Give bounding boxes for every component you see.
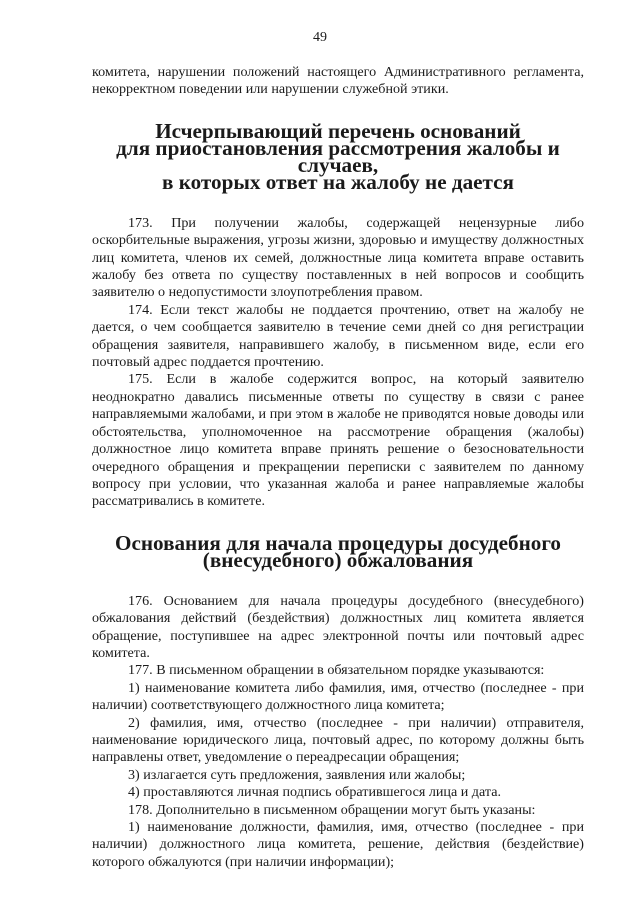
paragraph-174: 174. Если текст жалобы не поддается прочтению, ответ на жалобу не дается, о чем сообщается заявителю в течение семи дней со дня регистрации обращения заявителя, направившего жалобу, в письменном виде, если его почтовый адрес поддается прочтению. — [92, 301, 584, 371]
section-heading-appeal-grounds — [92, 530, 584, 572]
section-heading-suspension-grounds — [92, 118, 584, 194]
list-item-177-1: 1) наименование комитета либо фамилия, имя, отчество (последнее - при наличии) соответствующего должностного лица комитета; — [92, 679, 584, 714]
page-number: 49 — [313, 30, 327, 45]
section-body-suspension-grounds — [92, 215, 584, 511]
paragraph-173: 173. При получении жалобы, содержащей нецензурные либо оскорбительные выражения, угрозы жизни, здоровью и имуществу должностных лиц комитета, членов их семей, должностные лица комитета вправе оставить жалобу без ответа по существу поставленных в ней вопросов и сообщить заявителю о недопустимости злоупотребления правом. — [92, 214, 584, 301]
paragraph-177: 177. В письменном обращении в обязательном порядке указываются: — [128, 662, 545, 679]
paragraph-178: 178. Дополнительно в письменном обращении могут быть указаны: — [128, 801, 536, 818]
heading-line: для приостановления рассмотрения жалобы и случаев, — [116, 135, 560, 177]
list-item-178-1: 1) наименование должности, фамилия, имя, отчество (последнее - при наличии) должностного лица комитета, решение, действия (бездействие) которого обжалуются (при наличии информации); — [92, 819, 584, 870]
paragraph-176: 176. Основанием для начала процедуры досудебного (внесудебного) обжалования действий (бездействия) должностных лиц комитета является обращение, поступившее на адрес электронной почты или почтовый адрес комитета. — [92, 592, 584, 661]
intro-paragraph: комитета, нарушении положений настоящего Административного регламента, некорректном поведении или нарушении служебной этики. — [92, 64, 584, 98]
list-item-177-3: 3) излагается суть предложения, заявления или жалобы; — [128, 766, 466, 783]
section-body-appeal-grounds — [92, 593, 584, 872]
paragraph-175: 175. Если в жалобе содержится вопрос, на который заявителю неоднократно давались письменные ответы по существу в связи с ранее направляемыми жалобами, и при этом в жалобе не приводятся новые доводы или обстоятельства, уполномоченное на рассмотрение обращения (жалобы) должностное лицо комитета вправе принять решение о безосновательности очередного обращения и прекращении переписки с заявителем по данному вопросу при условии, что указанная жалоба и ранее направляемые жалобы рассматривались в комитете. — [92, 371, 584, 510]
document-body — [92, 64, 584, 871]
heading-line: Основания для начала процедуры досудебного — [115, 530, 561, 555]
list-item-177-4: 4) проставляются личная подпись обратившегося лица и дата. — [128, 784, 501, 801]
list-item-177-2: 2) фамилия, имя, отчество (последнее - при наличии) отправителя, наименование юридического лица, почтовый адрес, по которому должны быть направлены ответ, уведомление о переадресации обращения; — [92, 714, 584, 766]
heading-line: Исчерпывающий перечень оснований — [155, 118, 521, 143]
heading-line: (внесудебного) обжалования — [202, 547, 474, 572]
heading-line: в которых ответ на жалобу не дается — [162, 169, 514, 194]
